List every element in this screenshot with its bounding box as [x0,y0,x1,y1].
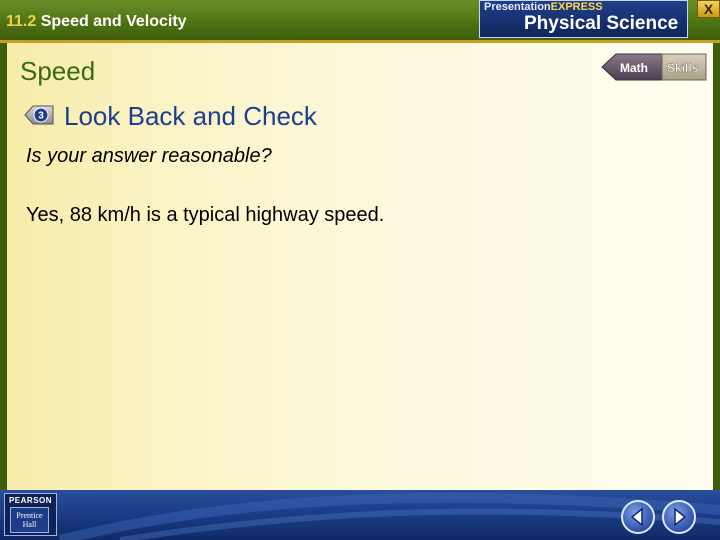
bottom-bar [0,490,720,540]
brand-express: EXPRESS [550,1,603,13]
step-title: Look Back and Check [64,101,317,131]
brand-prefix: Presentation [484,1,551,13]
imprint-line-1: Prentice [16,511,43,520]
left-frame-edge [0,43,7,490]
brand-presentation-express [484,1,603,13]
next-arrow-icon [664,502,694,532]
step-number: 3 [38,110,44,122]
question-text: Is your answer reasonable? [26,145,272,167]
close-button[interactable] [697,0,720,18]
next-slide-button[interactable] [662,500,696,534]
section-number: 11.2 [6,13,37,30]
imprint-line-2: Hall [22,520,37,529]
prev-arrow-icon [623,502,653,532]
pearson-label: PEARSON [8,496,53,505]
previous-slide-button[interactable] [621,500,655,534]
brand-logo [479,0,688,38]
section-name: Speed and Velocity [40,13,187,30]
step-arrow-icon [24,104,54,126]
skills-label: Skills [667,61,699,75]
math-skills-badge [600,52,708,82]
math-label: Math [620,61,648,75]
answer-text: Yes, 88 km/h is a typical highway speed. [26,204,385,226]
prentice-hall-logo [10,507,49,533]
section-title [6,13,187,31]
close-icon: X [703,1,714,17]
right-frame-edge [713,43,720,490]
pearson-logo [4,493,57,536]
bottom-bar-decoration [0,490,720,540]
brand-physical-science: Physical Science [524,13,679,34]
slide-heading: Speed [20,56,96,86]
